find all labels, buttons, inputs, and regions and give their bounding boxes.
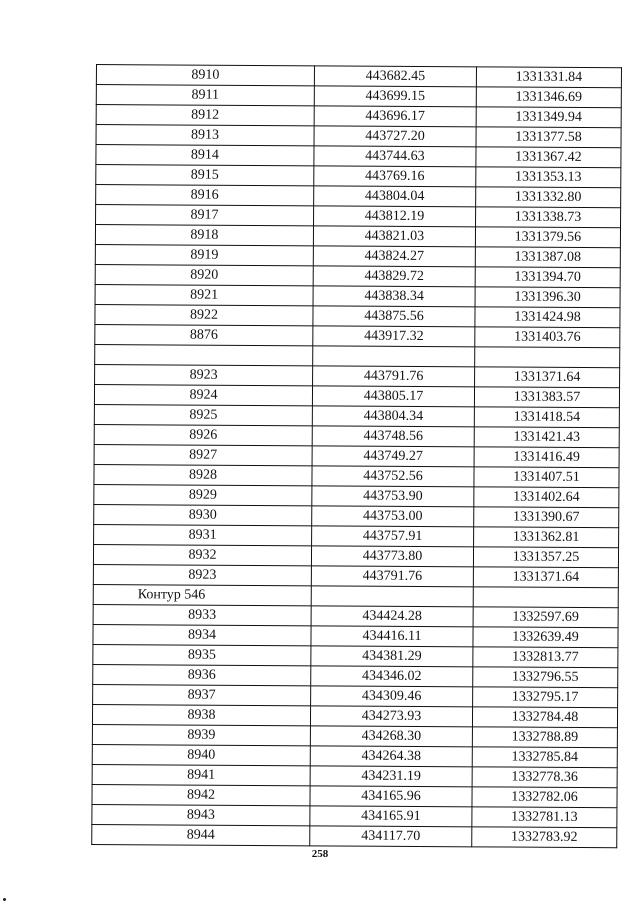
y-coordinate-cell: 1331377.58: [476, 127, 621, 148]
point-number-cell: 8923: [93, 564, 311, 585]
y-coordinate-cell: [473, 587, 618, 608]
y-coordinate-cell: 1332782.06: [472, 787, 617, 808]
y-coordinate-cell: 1331371.64: [475, 367, 620, 388]
y-coordinate-cell: 1331338.73: [476, 207, 621, 228]
point-number-cell: 8920: [95, 264, 313, 285]
point-number-cell: 8918: [95, 225, 313, 246]
point-number-cell: 8913: [96, 125, 314, 146]
point-number-cell: 8915: [96, 165, 314, 186]
x-coordinate-cell: 434273.93: [310, 706, 472, 727]
x-coordinate-cell: 443824.27: [313, 246, 475, 267]
y-coordinate-cell: 1331394.70: [475, 267, 620, 288]
y-coordinate-cell: 1331362.81: [474, 527, 619, 548]
point-number-cell: [95, 344, 313, 365]
y-coordinate-cell: 1332784.48: [472, 707, 617, 728]
y-coordinate-cell: 1331421.43: [474, 427, 619, 448]
x-coordinate-cell: 443821.03: [313, 226, 475, 247]
y-coordinate-cell: 1331416.49: [474, 447, 619, 468]
y-coordinate-cell: 1332639.49: [473, 627, 618, 648]
x-coordinate-cell: 443744.63: [314, 146, 476, 167]
point-number-cell: 8912: [96, 105, 314, 126]
y-coordinate-cell: 1331383.57: [474, 387, 619, 408]
page-number: 258: [311, 848, 329, 860]
point-number-cell: 8939: [92, 724, 310, 745]
y-coordinate-cell: 1332788.89: [472, 727, 617, 748]
x-coordinate-cell: 443682.45: [314, 66, 476, 87]
y-coordinate-cell: [475, 347, 620, 368]
x-coordinate-cell: 443829.72: [313, 266, 475, 287]
x-coordinate-cell: 434231.19: [310, 766, 472, 787]
x-coordinate-cell: [311, 586, 473, 607]
table-row: [92, 824, 617, 847]
y-coordinate-cell: 1332778.36: [472, 767, 617, 788]
point-number-cell: 8938: [92, 704, 310, 725]
x-coordinate-cell: 443749.27: [312, 446, 474, 467]
y-coordinate-cell: 1331402.64: [474, 487, 619, 508]
point-number-cell: 8927: [94, 444, 312, 465]
y-coordinate-cell: 1331371.64: [473, 567, 618, 588]
y-coordinate-cell: 1331357.25: [473, 547, 618, 568]
point-number-cell: 8944: [92, 824, 310, 845]
x-coordinate-cell: 443804.04: [314, 186, 476, 207]
scan-artifact-dot: [3, 898, 6, 901]
point-number-cell: 8876: [95, 324, 313, 345]
section-label: Контур 546: [93, 584, 311, 605]
x-coordinate-cell: 443812.19: [314, 206, 476, 227]
point-number-cell: 8936: [93, 664, 311, 685]
x-coordinate-cell: 443753.00: [312, 506, 474, 527]
x-coordinate-cell: 434346.02: [311, 666, 473, 687]
x-coordinate-cell: 443757.91: [312, 526, 474, 547]
point-number-cell: 8943: [92, 804, 310, 825]
y-coordinate-cell: 1331332.80: [476, 187, 621, 208]
point-number-cell: 8911: [96, 85, 314, 106]
y-coordinate-cell: 1332783.92: [472, 827, 617, 848]
y-coordinate-cell: 1331379.56: [475, 227, 620, 248]
point-number-cell: 8914: [96, 145, 314, 166]
x-coordinate-cell: 443804.34: [312, 406, 474, 427]
x-coordinate-cell: 443769.16: [314, 166, 476, 187]
point-number-cell: 8926: [94, 424, 312, 445]
x-coordinate-cell: 443791.76: [313, 366, 475, 387]
coordinates-table: [91, 64, 622, 848]
point-number-cell: 8919: [95, 244, 313, 265]
y-coordinate-cell: 1331349.94: [476, 107, 621, 128]
x-coordinate-cell: 443791.76: [311, 566, 473, 587]
point-number-cell: 8921: [95, 284, 313, 305]
point-number-cell: 8923: [95, 364, 313, 385]
section-header-row: [93, 584, 618, 607]
x-coordinate-cell: 443805.17: [312, 386, 474, 407]
point-number-cell: 8916: [96, 185, 314, 206]
y-coordinate-cell: 1332813.77: [473, 647, 618, 668]
x-coordinate-cell: 434165.91: [310, 806, 472, 827]
point-number-cell: 8941: [92, 764, 310, 785]
y-coordinate-cell: 1331331.84: [476, 67, 621, 88]
x-coordinate-cell: 443727.20: [314, 126, 476, 147]
x-coordinate-cell: 434381.29: [311, 646, 473, 667]
point-number-cell: 8928: [94, 464, 312, 485]
x-coordinate-cell: 434424.28: [311, 606, 473, 627]
x-coordinate-cell: 434416.11: [311, 626, 473, 647]
y-coordinate-cell: 1331367.42: [476, 147, 621, 168]
y-coordinate-cell: 1331424.98: [475, 307, 620, 328]
x-coordinate-cell: 434165.96: [310, 786, 472, 807]
x-coordinate-cell: 434264.38: [310, 746, 472, 767]
point-number-cell: 8937: [93, 684, 311, 705]
x-coordinate-cell: 443748.56: [312, 426, 474, 447]
point-number-cell: 8910: [96, 65, 314, 86]
point-number-cell: 8930: [94, 504, 312, 525]
y-coordinate-cell: 1332785.84: [472, 747, 617, 768]
point-number-cell: 8932: [93, 544, 311, 565]
x-coordinate-cell: 443838.34: [313, 286, 475, 307]
coordinates-table-body: [92, 65, 622, 848]
point-number-cell: 8940: [92, 744, 310, 765]
y-coordinate-cell: 1332796.55: [473, 667, 618, 688]
x-coordinate-cell: 443917.32: [313, 326, 475, 347]
x-coordinate-cell: 443753.90: [312, 486, 474, 507]
x-coordinate-cell: 443773.80: [311, 546, 473, 567]
point-number-cell: 8929: [94, 484, 312, 505]
x-coordinate-cell: 443699.15: [314, 86, 476, 107]
y-coordinate-cell: 1331390.67: [474, 507, 619, 528]
x-coordinate-cell: 443752.56: [312, 466, 474, 487]
point-number-cell: 8924: [94, 384, 312, 405]
point-number-cell: 8942: [92, 784, 310, 805]
point-number-cell: 8933: [93, 604, 311, 625]
x-coordinate-cell: [313, 346, 475, 367]
point-number-cell: 8934: [93, 624, 311, 645]
point-number-cell: 8917: [96, 205, 314, 226]
point-number-cell: 8922: [95, 304, 313, 325]
y-coordinate-cell: 1331387.08: [475, 247, 620, 268]
y-coordinate-cell: 1331353.13: [476, 167, 621, 188]
x-coordinate-cell: 434117.70: [310, 826, 472, 847]
y-coordinate-cell: 1332781.13: [472, 807, 617, 828]
y-coordinate-cell: 1331407.51: [474, 467, 619, 488]
y-coordinate-cell: 1331396.30: [475, 287, 620, 308]
point-number-cell: 8931: [94, 524, 312, 545]
point-number-cell: 8935: [93, 644, 311, 665]
y-coordinate-cell: 1331418.54: [474, 407, 619, 428]
x-coordinate-cell: 434268.30: [310, 726, 472, 747]
x-coordinate-cell: 443696.17: [314, 106, 476, 127]
y-coordinate-cell: 1332795.17: [473, 687, 618, 708]
x-coordinate-cell: 443875.56: [313, 306, 475, 327]
x-coordinate-cell: 434309.46: [311, 686, 473, 707]
y-coordinate-cell: 1332597.69: [473, 607, 618, 628]
y-coordinate-cell: 1331346.69: [476, 87, 621, 108]
y-coordinate-cell: 1331403.76: [475, 327, 620, 348]
point-number-cell: 8925: [94, 404, 312, 425]
